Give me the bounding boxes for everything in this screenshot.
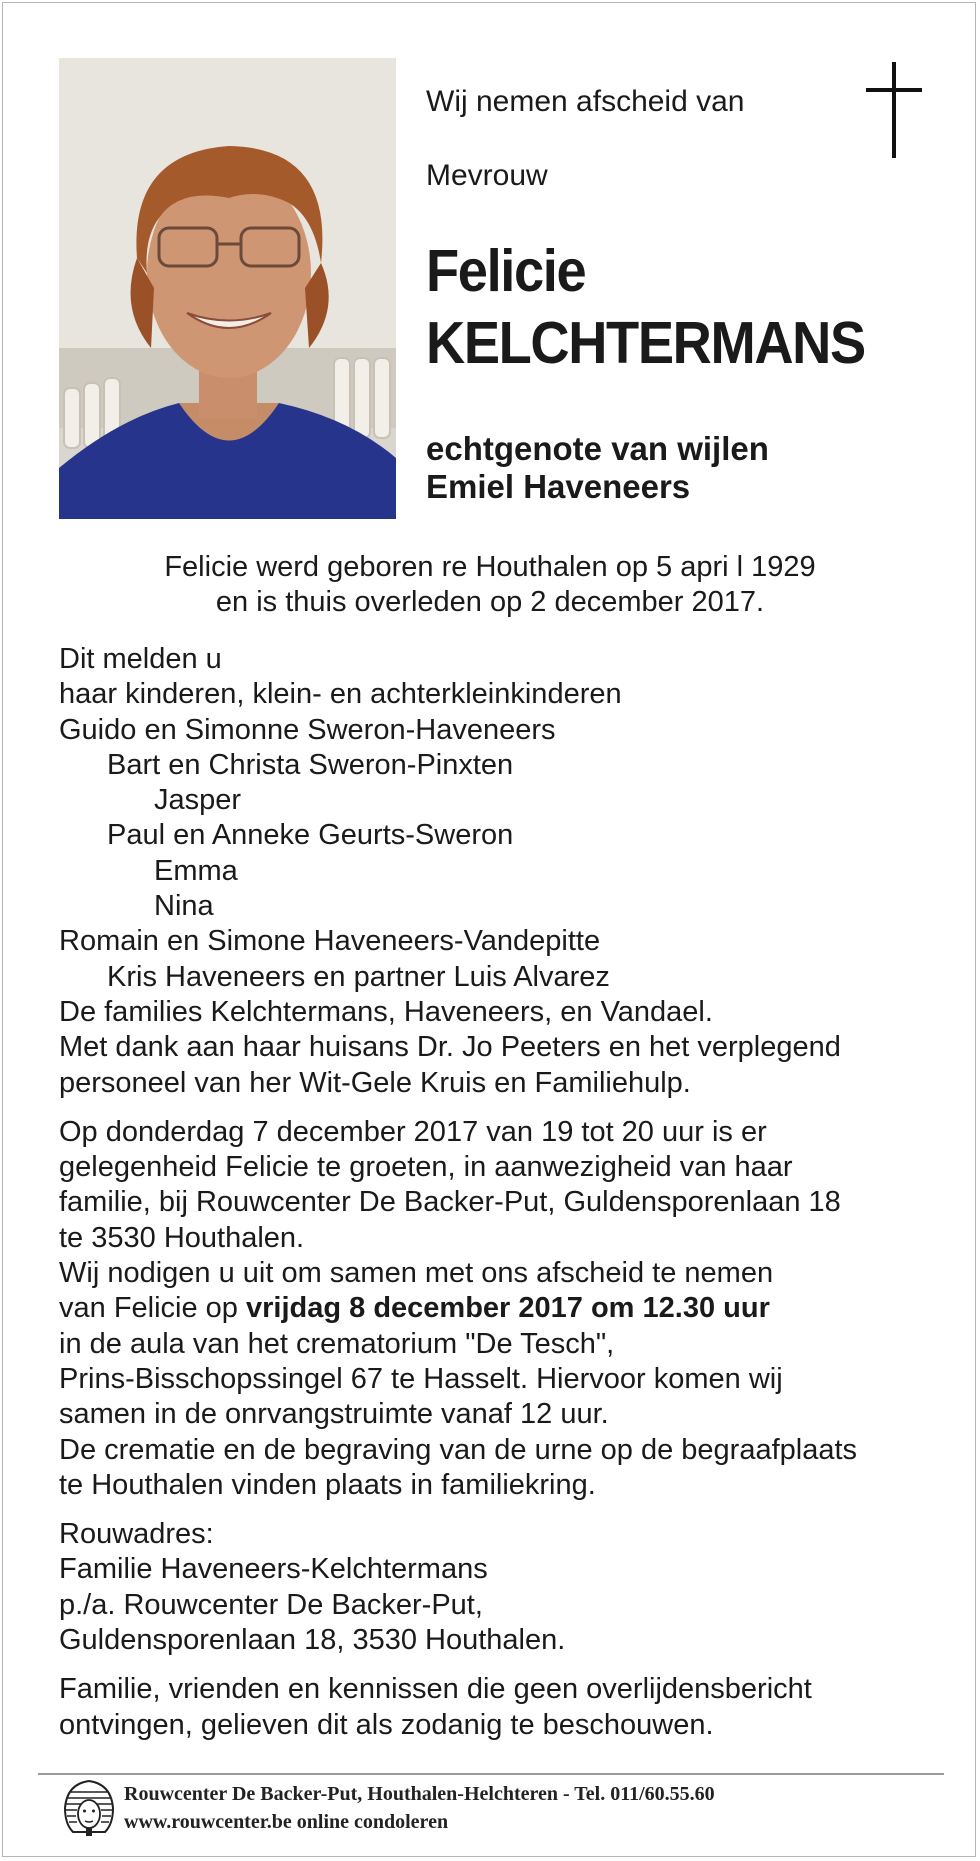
address-line: Familie Haveneers-Kelchtermans (59, 1553, 488, 1586)
pharaoh-head-logo (59, 1778, 119, 1838)
cross-icon (866, 62, 922, 158)
ceremony-line: in de aula van het crematorium "De Tesch", (59, 1327, 615, 1360)
deceased-name (426, 235, 865, 379)
family-line: personeel van her Wit-Gele Kruis en Familiehulp. (59, 1066, 691, 1099)
family-line: Paul en Anneke Geurts-Sweron (107, 819, 514, 852)
birth-death-info (0, 550, 980, 620)
family-line: Emma (154, 854, 238, 887)
family-line: Nina (154, 890, 214, 923)
death-line: en is thuis overleden op 2 december 2017. (215, 586, 765, 618)
ceremony-date: vrijdag 8 december 2017 om 12.30 uur (246, 1292, 770, 1325)
last-name: KELCHTERMANS (426, 310, 865, 376)
closing-section (59, 1672, 959, 1743)
honorific: Mevrouw (426, 159, 548, 192)
ceremony-section (59, 1115, 959, 1503)
notice-body (59, 642, 959, 1743)
family-line: Dit melden u (59, 643, 222, 675)
spouse-line-1: echtgenote van wijlen (426, 430, 769, 467)
closing-line: Familie, vrienden en kennissen die geen overlijdensbericht (59, 1673, 812, 1706)
ceremony-line: te Houthalen vinden plaats in familiekring. (59, 1468, 596, 1501)
family-line: Jasper (154, 784, 242, 817)
family-line: Guido en Simonne Sweron-Haveneers (59, 713, 556, 746)
footer-divider (38, 1773, 944, 1775)
ceremony-line: familie, bij Rouwcenter De Backer-Put, Guldensporenlaan 18 (59, 1186, 841, 1219)
address-section (59, 1517, 959, 1658)
ceremony-date-line (59, 1291, 959, 1326)
family-line: haar kinderen, klein- en achterkleinkinderen (59, 678, 622, 711)
ceremony-line: Prins-Bisschopssingel 67 te Hasselt. Hiervoor komen wij (59, 1362, 783, 1395)
portrait-photo (59, 58, 396, 519)
address-line: Guldensporenlaan 18, 3530 Houthalen. (59, 1624, 566, 1657)
first-name: Felicie (426, 238, 586, 304)
footer-text (124, 1780, 715, 1836)
closing-line: ontvingen, gelieven dit als zodanig te beschouwen. (59, 1708, 714, 1741)
spouse-info (426, 430, 769, 506)
family-section (59, 642, 959, 1101)
family-line: Kris Haveneers en partner Luis Alvarez (107, 960, 610, 993)
address-line: Rouwadres: (59, 1518, 214, 1551)
ceremony-line: gelegenheid Felicie te groeten, in aanwezigheid van haar (59, 1151, 793, 1184)
ceremony-line: te 3530 Houthalen. (59, 1221, 305, 1254)
ceremony-line: Wij nodigen u uit om samen met ons afscheid te nemen (59, 1257, 774, 1290)
intro-text: Wij nemen afscheid van (426, 85, 745, 118)
birth-line: Felicie werd geboren re Houthalen op 5 apri l 1929 (164, 551, 816, 583)
family-line: Met dank aan haar huisans Dr. Jo Peeters en het verplegend (59, 1031, 841, 1064)
family-line: De families Kelchtermans, Haveneers, en Vandael. (59, 995, 713, 1028)
address-line: p./a. Rouwcenter De Backer-Put, (59, 1588, 483, 1621)
spouse-line-2: Emiel Haveneers (426, 468, 691, 505)
ceremony-line: Op donderdag 7 december 2017 van 19 tot 20 uur is er (59, 1115, 767, 1148)
footer-contact: Rouwcenter De Backer-Put, Houthalen-Helchteren - Tel. 011/60.55.60 (124, 1783, 715, 1805)
family-line: Romain en Simone Haveneers-Vandepitte (59, 925, 601, 958)
family-line: Bart en Christa Sweron-Pinxten (107, 748, 514, 781)
ceremony-date-prefix: van Felicie op (59, 1292, 246, 1325)
ceremony-line: samen in de onrvangstruimte vanaf 12 uur. (59, 1398, 609, 1431)
ceremony-line: De crematie en de begraving van de urne op de begraafplaats (59, 1433, 858, 1466)
footer-website: www.rouwcenter.be online condoleren (124, 1811, 449, 1833)
